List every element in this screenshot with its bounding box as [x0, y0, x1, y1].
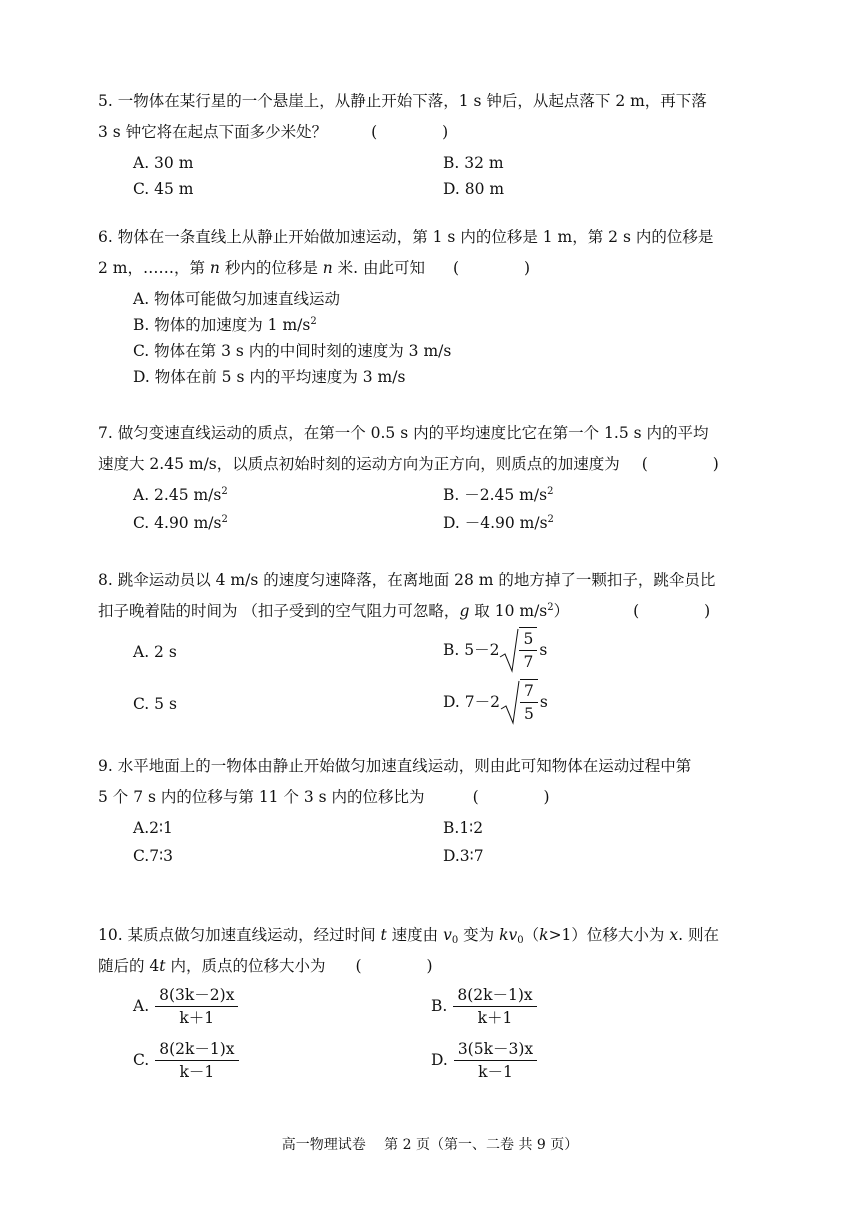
question-7	[98, 418, 778, 532]
option-c: C. 物体在第 3 s 内的中间时刻的速度为 3 m/s	[133, 342, 452, 360]
option-a: A. $\frac{8(3k-2)x}{k+1}$	[133, 984, 238, 1029]
fraction: $\frac{8(2k-1)x}{k-1}$	[155, 1038, 238, 1083]
question-10	[98, 920, 778, 1090]
q10-stem-line2: 随后的 4t 内，质点的位移大小为 ( )	[98, 951, 778, 982]
option-a: A. 2 s	[133, 643, 177, 661]
q9-options	[98, 813, 778, 865]
option-a: A. 30 m	[133, 154, 194, 172]
q8-stem-line2: 扣子晚着陆的时间为 （扣子受到的空气阻力可忽略，g 取 10 $m/s^2$） ( )	[98, 596, 778, 627]
q5-options	[98, 148, 778, 200]
option-b: B. $\frac{8(2k-1)x}{k+1}$	[431, 984, 537, 1029]
option-c: C.7∶3	[133, 847, 173, 865]
answer-blank: ( )	[472, 788, 580, 806]
option-a: A. 物体可能做匀加速直线运动	[133, 290, 341, 308]
q9-stem-line2: 5 个 7 s 内的位移与第 11 个 3 s 内的位移比为 ( )	[98, 782, 778, 813]
q6-stem-line1: 6. 物体在一条直线上从静止开始做加速运动，第 1 s 内的位移是 1 m，第 2 s 内的位移是	[98, 228, 714, 246]
q7-stem-line1: 7. 做匀变速直线运动的质点，在第一个 0.5 s 内的平均速度比它在第一个 1.5 s 内的平均	[98, 424, 709, 442]
option-a: A. 2.45 $m/s^2$	[133, 486, 228, 504]
option-d: D.3∶7	[443, 847, 484, 865]
q7-options	[98, 480, 778, 532]
option-d: D. 80 m	[443, 180, 505, 198]
q8-options	[98, 627, 778, 733]
fraction: $\frac{8(2k-1)x}{k+1}$	[453, 984, 536, 1029]
option-d: D. $\frac{3(5k-3)x}{k-1}$	[431, 1038, 537, 1083]
answer-blank: ( )	[633, 602, 741, 620]
sqrt-icon	[500, 679, 538, 725]
question-9	[98, 751, 778, 865]
option-b: B. －2.45 $m/s^2$	[443, 486, 554, 504]
q7-stem-line2: 速度大 2.45 m/s，以质点初始时刻的运动方向为正方向，则质点的加速度为 ( )	[98, 449, 778, 480]
option-b: B.1∶2	[443, 819, 484, 837]
option-d: D. －4.90 $m/s^2$	[443, 514, 554, 532]
option-c: C. 4.90 $m/s^2$	[133, 514, 228, 532]
fraction: $\frac{8(3k-2)x}{k+1}$	[155, 984, 238, 1029]
q9-stem-line1: 9. 水平地面上的一物体由静止开始做匀加速直线运动，则由此可知物体在运动过程中第	[98, 757, 692, 775]
sqrt-icon	[499, 627, 537, 673]
page-footer: 高一物理试卷 第 2 页（第一、二卷 共 9 页）	[281, 1137, 579, 1153]
option-c: C. $\frac{8(2k-1)x}{k-1}$	[133, 1038, 239, 1083]
option-b: B. 5－2 $\frac{5}{7}$ s	[443, 627, 547, 673]
q10-options	[98, 982, 778, 1090]
answer-blank: ( )	[453, 259, 561, 277]
option-d: D. 物体在前 5 s 内的平均速度为 3 m/s	[133, 368, 406, 386]
option-b: B. 物体的加速度为 1 $m/s^2$	[133, 316, 317, 334]
radical-sign-icon	[500, 679, 520, 725]
radical-sign-icon	[499, 627, 519, 673]
answer-blank: ( )	[371, 123, 479, 141]
fraction: $\frac{7}{5}$	[520, 679, 538, 725]
q10-stem-line1: 10. 某质点做匀加速直线运动，经过时间 t 速度由 $v_0$ 变为 $kv_0(k>1)$位移大小为 x. 则在	[98, 926, 719, 946]
option-a: A.2∶1	[133, 819, 173, 837]
q6-stem-line2: 2 m，……，第 n 秒内的位移是 n 米. 由此可知 ( )	[98, 253, 778, 284]
q5-stem-line1: 5. 一物体在某行星的一个悬崖上，从静止开始下落，1 s 钟后，从起点落下 2 m，再下落	[98, 92, 707, 110]
option-d: D. 7－2 $\frac{7}{5}$ s	[443, 679, 548, 725]
option-b: B. 32 m	[443, 154, 504, 172]
q5-stem-line2: 3 s 钟它将在起点下面多少米处？ ( )	[98, 117, 778, 148]
fraction: $\frac{5}{7}$	[519, 627, 537, 673]
question-8	[98, 565, 778, 733]
q6-options	[98, 284, 778, 384]
q8-stem-line1: 8. 跳伞运动员以 4 m/s 的速度匀速降落，在离地面 28 m 的地方掉了一颗扣子，跳伞员比	[98, 571, 716, 589]
question-6	[98, 222, 778, 384]
answer-blank: ( )	[355, 957, 463, 975]
answer-blank: ( )	[641, 455, 749, 473]
option-c: C. 5 s	[133, 695, 177, 713]
question-5	[98, 86, 778, 200]
option-c: C. 45 m	[133, 180, 194, 198]
fraction: $\frac{3(5k-3)x}{k-1}$	[454, 1038, 537, 1083]
